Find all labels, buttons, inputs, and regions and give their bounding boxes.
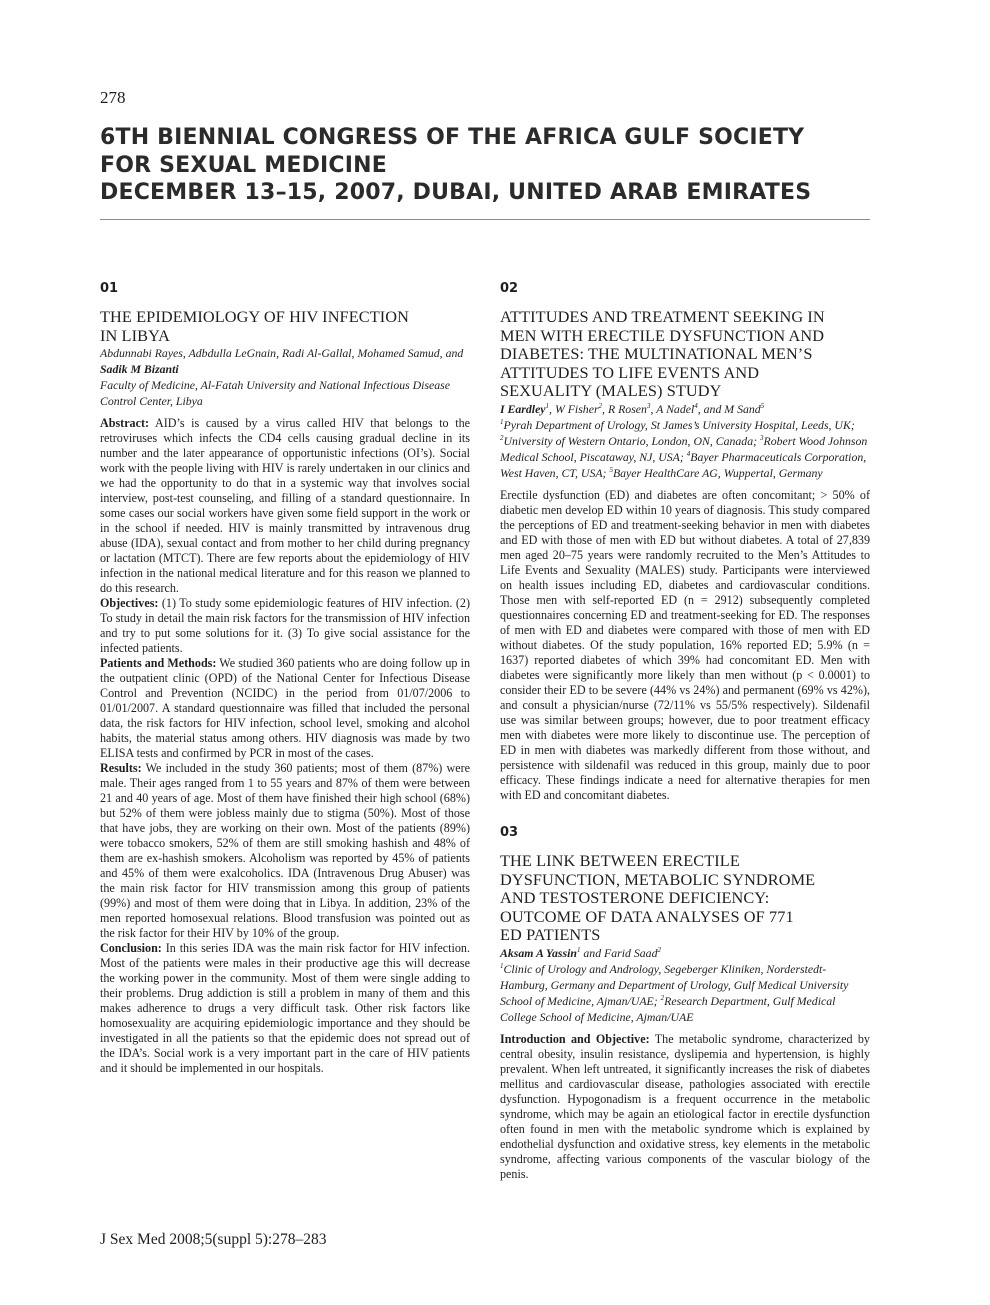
results-paragraph: Results: We included in the study 360 patients; most of them (87%) were male. Their ages ranged from 1 to 55 years and 87% of them were between 21 and 40 years of age. Most of them have finished their high school (68%) but 52% of them were jobless mainly due to stigma (50%). Most of those that have jobs, they are working on their own. Most of the patients (89%) were tobacco smokers, 52% of them are still smoking hashish and 48% of them are ex-hashish smokers. Alcoholism was reported by 45% of patients and 45% of them were exalcoholics. IDA (Intravenous Drug Abuser) was the main risk factor for HIV transmission among this group of patients (99%) and most of them were doing that in Libya. In addition, 23% of the men reported homosexual relations. Blood transfusion was pointed out as the risk factor for their HIV by 10% of the group. xyxy=(100,761,470,941)
left-column xyxy=(100,281,470,1076)
page-number: 278 xyxy=(100,88,126,107)
abstract-affiliation: Faculty of Medicine, Al-Fatah University and National Infectious Disease Control Center, Libya xyxy=(100,378,451,409)
methods-paragraph: Patients and Methods: We studied 360 patients who are doing follow up in the outpatient clinic (OPD) of the National Center for Infectious Disease Control and Prevention (NCIDC) in the period from 01/07/2006 to 01/01/2007. A standard questionnaire was filled that included the personal data, the risk factors for HIV infection, school level, smoking and alcohol habits, the material status among others. HIV diagnosis was made by two ELISA tests and confirmed by PCR in most of the cases. xyxy=(100,656,470,761)
abstract-number: 01 xyxy=(100,281,119,296)
header-divider xyxy=(100,219,870,220)
abstract-number: 02 xyxy=(500,281,519,296)
abstract-spacer xyxy=(500,803,870,825)
conclusion-paragraph: Conclusion: In this series IDA was the main risk factor for HIV infection. Most of the patients were males in their productive age this will decrease the working power in the community. Most of them were single adding to their problems. Drug addiction is still a problem in many of them and this makes adherence to drugs a very difficult task. Other risk factors like homosexuality are acquiring epidemiologic importance and they should be investigated in all the patients so that the epidemic does not spread out of the IDA’s. Social work is a very important part in the care of HIV patients and it should be implemented in our hospitals. xyxy=(100,941,470,1076)
abstract-title: ATTITUDES AND TREATMENT SEEKING IN MEN WITH ERECTILE DYSFUNCTION AND DIABETES: THE MULTINATIONAL MEN’S ATTITUDES TO LIFE EVENTS AND SEXUALITY (MALES) STUDY xyxy=(500,307,825,401)
objectives-paragraph: Objectives: (1) To study some epidemiologic features of HIV infection. (2) To study in detail the main risk factors for the transmission of HIV infection and try to put some solutions for it. (3) To give social assistance for the infected patients. xyxy=(100,596,470,656)
abstract-affiliation: $^1$Clinic of Urology and Andrology, Segeberger Kliniken, Norderstedt-Hamburg, Germany and Department of Urology, Gulf Medical University School of Medicine, Ajman/UAE; $^2$Research Department, Gulf Medical College School of Medicine, Ajman/UAE xyxy=(500,961,849,1024)
abstract-title: THE EPIDEMIOLOGY OF HIV INFECTION IN LIBYA xyxy=(100,307,410,345)
right-column xyxy=(500,281,870,1182)
abstract-authors: Abdunnabi Rayes, Adbdulla LeGnain, Radi Al-Gallal, Mohamed Samud, and Sadik M Bizanti xyxy=(100,346,464,377)
abstract-title: THE LINK BETWEEN ERECTILE DYSFUNCTION, METABOLIC SYNDROME AND TESTOSTERONE DEFICIENCY: OUTCOME OF DATA ANALYSES OF 771 ED PATIENTS xyxy=(500,850,816,945)
abstract-authors: Aksam A Yassin$^1$ and Farid Saad$^2$ xyxy=(500,945,661,960)
journal-citation: J Sex Med 2008;5(suppl 5):278–283 xyxy=(100,1231,327,1248)
abstract-paragraph: Abstract: AID’s is caused by a virus called HIV that belongs to the retroviruses which infects the CD4 cells causing gradual decline in its number and the later appearance of opportunistic infections (OI’s). Social work with the people living with HIV is rarely undertaken in our clinics and we had the opportunity to do that in a systemic way that involves social interview, post-test counseling, and filling of a standard questionnaire. In some cases our social workers have given some field support in the work or in the school if needed. HIV is mainly transmitted by intravenous drug abuse (IDA), sexual contact and from mother to her child during pregnancy or lactation (MTCT). There are few reports about the epidemiology of HIV infection in the national medical literature and for this reason we planned to do this research. xyxy=(100,416,470,596)
abstract-body: Erectile dysfunction (ED) and diabetes are often concomitant; > 50% of diabetic men develop ED within 10 years of diagnosis. This study compared the perceptions of ED and treatment-seeking behavior in men with diabetes and ED with those of men with ED but without diabetes. A total of 27,839 men aged 20–75 years were randomly recruited to the Men’s Attitudes to Life Events and Sexuality (MALES) study. Participants were interviewed on health issues including ED, diabetes and cardiovascular conditions. Those men with self-reported ED (n = 2912) subsequently completed questionnaires concerning ED and treatment-seeking for ED. The responses of men with ED and diabetes were compared with those of men with ED without diabetes. Of the study population, 16% reported ED; 5.9% (n = 1637) reported diabetes of which 39% had concomitant ED. Men with diabetes were significantly more likely than men without (p < 0.0001) to consider their ED to be severe (44% vs 24%) and permanent (69% vs 42%), and consult a physician/nurse (72/11% vs 55/5% respectively). Sildenafil use was similar between groups; however, due to poor treatment efficacy men with diabetes were more likely to discontinue use. The perception of ED in men with diabetes was markedly different from those without, and persistence with sildenafil was reduced in this group, mainly due to poor efficacy. These findings indicate a need for alternative therapies for men with ED and concomitant diabetes. xyxy=(500,487,870,802)
intro-paragraph: Introduction and Objective: The metabolic syndrome, characterized by central obesity, insulin resistance, dyslipemia and hypertension, is highly prevalent. When left untreated, it significantly increases the risk of diabetes mellitus and cardiovascular disease, pathologies associated with erectile dysfunction. Hypogonadism is a frequent occurrence in the metabolic syndrome, which may be again an etiological factor in erectile dysfunction often found in men with the metabolic syndrome which is explained by endothelial dysfunction and oxidative stress, key elements in the metabolic syndrome, affecting various components of the vascular biology of the penis. xyxy=(500,1031,870,1181)
congress-title: 6TH BIENNIAL CONGRESS OF THE AFRICA GULF SOCIETY FOR SEXUAL MEDICINE DECEMBER 13–15, 2007, DUBAI, UNITED ARAB EMIRATES xyxy=(100,125,812,205)
abstract-number: 03 xyxy=(500,824,519,840)
abstract-authors: I Eardley$^1$, W Fisher$^2$, R Rosen$^3$, A Nadel$^4$, and M Sand$^5$ xyxy=(500,401,765,416)
congress-header xyxy=(100,124,870,207)
abstract-affiliation: $^1$Pyrah Department of Urology, St James’s University Hospital, Leeds, UK; $^2$University of Western Ontario, London, ON, Canada; $^3$Robert Wood Johnson Medical School, Piscataway, NJ, USA; $^4$Bayer Pharmaceuticals Corporation, West Haven, CT, USA; $^5$Bayer HealthCare AG, Wuppertal, Germany xyxy=(500,417,868,480)
